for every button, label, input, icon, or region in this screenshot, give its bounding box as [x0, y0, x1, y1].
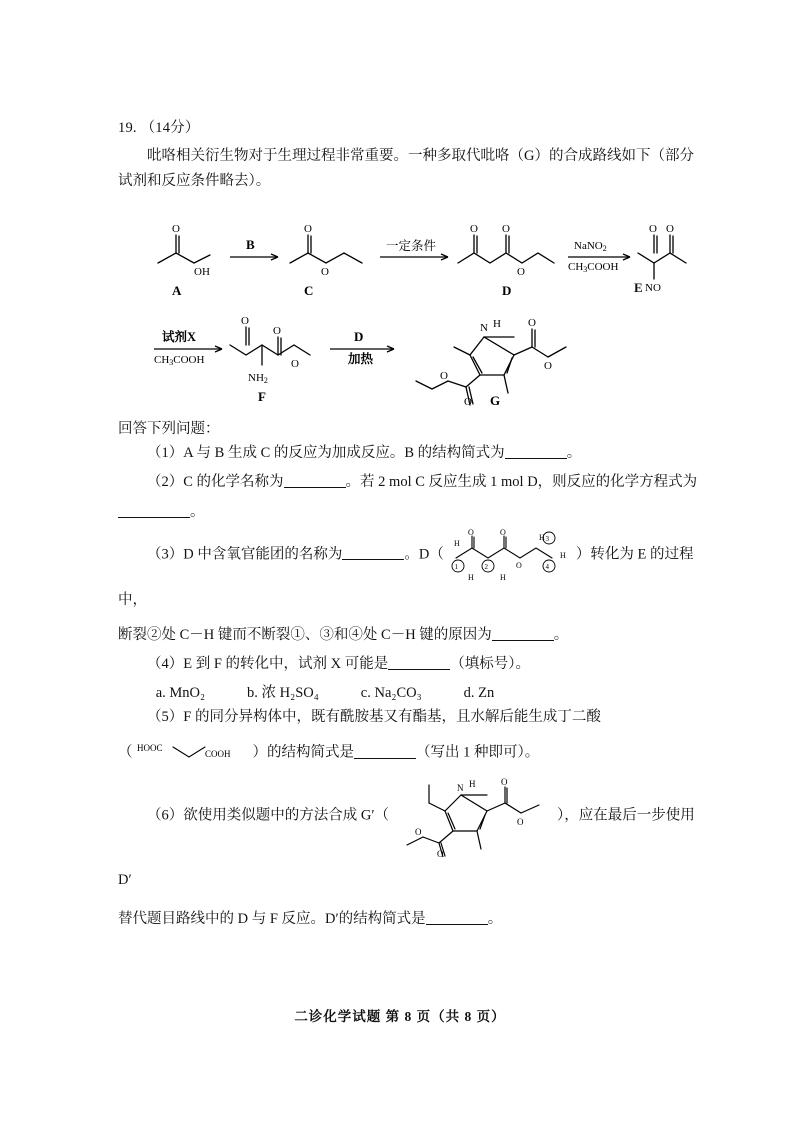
q2-period: 。 — [190, 503, 205, 520]
atom-label-o: O — [544, 359, 552, 372]
q6-text: 欲使用类似题中的方法合成 G′（ — [183, 807, 390, 824]
q6-period: 。 — [487, 910, 503, 927]
q1-answer-blank[interactable] — [505, 443, 567, 459]
question-item-3-line2 — [118, 622, 698, 650]
atom-label-o: O — [464, 395, 472, 408]
atom-label-o: O — [321, 265, 329, 278]
q3-text-mid2: ）转化为 E 的过程中， — [118, 546, 694, 609]
q5-paren-left: （ — [118, 744, 133, 761]
scheme-row-2-svg — [118, 301, 698, 411]
answer-prompt: 回答下列问题： — [118, 420, 220, 437]
atom-label-n: N — [480, 321, 488, 334]
reaction-scheme-row-2 — [118, 301, 698, 411]
arrow5-condition: 加热 — [348, 351, 374, 366]
svg-text:O: O — [517, 817, 524, 828]
svg-text:H: H — [467, 573, 474, 583]
arrow2-condition: 一定条件 — [386, 238, 437, 253]
atom-label-oh: OH — [194, 265, 210, 278]
question-item-4 — [118, 651, 698, 679]
q3-text-line2: 断裂②处 C－H 键而不断裂①、③和④处 C－H 键的原因为 — [118, 626, 492, 643]
exam-question-content — [118, 118, 698, 933]
compound-label-D: D — [502, 282, 512, 297]
svg-text:O: O — [467, 528, 474, 538]
arrow1-reagent: B — [246, 236, 255, 252]
atom-label-o: O — [440, 369, 448, 382]
q1-prefix: （1） — [147, 444, 184, 461]
q4-prefix: （4） — [147, 656, 184, 673]
svg-text:H: H — [499, 573, 506, 583]
svg-text:N: N — [457, 783, 464, 794]
arrow4-reagent-top: 试剂X — [162, 329, 197, 344]
option-b-label: b. — [247, 684, 258, 701]
q5-suffix: （写出 1 种即可）。 — [416, 744, 540, 761]
q6-prefix: （6） — [147, 807, 184, 824]
question-score: （14分） — [140, 120, 200, 136]
arrow3-reagent-top: NaNO2 — [574, 239, 607, 253]
svg-text:O: O — [501, 777, 508, 788]
atom-label-o: O — [470, 222, 478, 235]
svg-text:O: O — [515, 561, 522, 571]
atom-label-o: O — [528, 316, 536, 329]
q2-text-mid: 。若 2 mol C 反应生成 1 mol D，则反应的化学方程式为 — [345, 474, 698, 491]
arrow4-reagent-bottom: CH3COOH — [154, 353, 205, 367]
q5-paren-right: ）的结构简式是 — [252, 744, 354, 761]
question-intro: 吡咯相关衍生物对于生理过程非常重要。一种多取代吡咯（G）的合成路线如下（部分试剂和反应条件略去）。 — [118, 147, 694, 190]
d-structure-inline — [444, 528, 576, 582]
svg-text:2: 2 — [484, 563, 488, 572]
question-item-6-line2 — [118, 906, 698, 934]
option-c-value: Na₂CO₃ — [374, 684, 422, 701]
svg-text:H: H — [559, 551, 566, 561]
compound-label-E: E — [634, 279, 643, 295]
svg-text:O: O — [499, 528, 506, 538]
q6-line2: 替代题目路线中的 D 与 F 反应。D′的结构简式是 — [118, 910, 426, 927]
compound-label-G: G — [490, 392, 501, 408]
arrow5-reagent-top: D — [354, 328, 364, 344]
option-d-value: Zn — [478, 684, 495, 701]
atom-label-o: O — [517, 265, 525, 278]
succinic-acid-structure — [133, 733, 253, 773]
atom-label-no: NO — [645, 281, 661, 294]
svg-text:H: H — [453, 539, 460, 549]
compound-label-C: C — [304, 282, 314, 297]
option-d-label: d. — [463, 684, 475, 701]
q3-text-before: D 中含氧官能团的名称为 — [183, 546, 343, 563]
question-item-6 — [118, 775, 698, 903]
question-item-2 — [118, 469, 698, 497]
atom-label-o: O — [666, 222, 674, 235]
q5-prefix: （5） — [147, 708, 184, 725]
option-b-value: 浓 H₂SO₄ — [261, 684, 319, 701]
q4-answer-blank[interactable] — [388, 655, 450, 671]
svg-text:3: 3 — [545, 535, 549, 544]
q1-text: A 与 B 生成 C 的反应为加成反应。B 的结构简式为 — [183, 444, 505, 461]
atom-label-nh2: NH2 — [248, 371, 268, 385]
atom-label-o: O — [649, 222, 657, 235]
svg-text:O: O — [437, 849, 444, 858]
q3-answer-blank-2[interactable] — [492, 625, 554, 641]
page-footer: 二诊化学试题 第 8 页（共 8 页） — [294, 1009, 506, 1024]
option-c[interactable] — [361, 685, 422, 701]
q4-suffix: （填标号）。 — [450, 656, 531, 673]
q3-answer-blank-1[interactable] — [342, 545, 404, 561]
atom-label-o: O — [304, 222, 312, 235]
option-a[interactable] — [156, 685, 205, 701]
q2-prefix: （2） — [147, 474, 184, 491]
atom-label-h: H — [493, 317, 501, 330]
q6-suffix: ），应在最后一步使用 D′ — [118, 807, 695, 889]
svg-text:O: O — [415, 827, 422, 838]
q3-period: 。 — [553, 626, 569, 643]
q3-prefix: （3） — [147, 546, 184, 563]
question-number: 19. — [118, 120, 137, 136]
atom-label-o: O — [241, 314, 249, 327]
option-d[interactable] — [464, 685, 495, 701]
atom-label-o: O — [291, 357, 299, 370]
q2-answer-blank-1[interactable] — [284, 473, 346, 489]
question-item-1 — [118, 440, 698, 468]
svg-text:HOOC: HOOC — [136, 743, 163, 754]
question-header — [118, 118, 698, 140]
q5-answer-blank[interactable] — [354, 743, 416, 759]
q2-answer-blank-2[interactable] — [118, 502, 190, 518]
q6-answer-blank[interactable] — [426, 909, 488, 925]
atom-label-o: O — [273, 324, 281, 337]
q2-text-before: C 的化学名称为 — [183, 474, 284, 491]
option-a-label: a. — [155, 684, 166, 701]
question-item-3 — [118, 528, 698, 620]
atom-label-o: O — [172, 222, 180, 235]
compound-label-A: A — [172, 282, 182, 297]
option-a-value: MnO₂ — [169, 684, 206, 701]
arrow3-reagent-bottom: CH3COOH — [568, 260, 619, 274]
svg-text:4: 4 — [545, 563, 549, 572]
compound-label-F: F — [258, 388, 266, 404]
question-item-5-line2 — [118, 733, 698, 773]
q3-text-mid: 。D（ — [404, 546, 444, 563]
svg-text:COOH: COOH — [204, 749, 231, 760]
atom-label-o: O — [502, 222, 510, 235]
svg-text:H: H — [538, 533, 545, 543]
reaction-scheme-row-1 — [118, 205, 698, 297]
question-item-5 — [118, 704, 698, 732]
svg-text:H: H — [469, 779, 476, 790]
g-prime-structure — [389, 775, 557, 857]
question-item-2-line2 — [118, 499, 698, 527]
svg-text:1: 1 — [454, 563, 458, 572]
q4-text: E 到 F 的转化中，试剂 X 可能是 — [183, 656, 389, 673]
option-c-label: c. — [360, 684, 371, 701]
scheme-row-1-svg — [118, 205, 698, 297]
q5-text: F 的同分异构体中，既有酰胺基又有酯基，且水解后能生成丁二酸 — [183, 708, 601, 725]
option-b[interactable] — [247, 685, 319, 701]
q1-period: 。 — [566, 444, 582, 461]
question-4-options — [118, 681, 698, 702]
